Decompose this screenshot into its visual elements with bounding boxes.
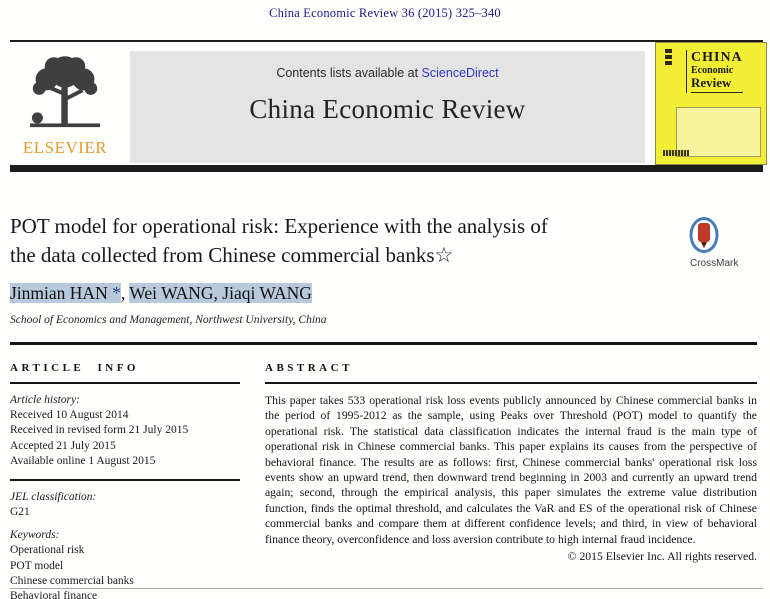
cover-vertical-glyphs — [665, 49, 672, 67]
article-title-line1: POT model for operational risk: Experience with the analysis of — [10, 214, 548, 238]
keyword-4: Behavioral finance — [10, 590, 98, 599]
page-bottom-rule — [10, 588, 763, 589]
contents-line — [130, 66, 645, 80]
cover-issn-mark — [663, 150, 689, 156]
cover-title-line1: CHINA — [691, 50, 743, 65]
author-first: Jinmian HAN — [10, 283, 113, 303]
article-info-heading-rule — [10, 382, 240, 384]
abstract-column — [265, 362, 757, 563]
article-info-heading: ARTICLE INFO — [10, 362, 139, 374]
cover-title-block — [686, 50, 743, 93]
abstract-heading: ABSTRACT — [265, 362, 353, 374]
affiliation: School of Economics and Management, Northwest University, China — [10, 314, 327, 326]
elsevier-tree-icon — [12, 48, 118, 140]
article-title — [10, 212, 700, 270]
elsevier-logo — [12, 48, 118, 164]
crossmark-badge[interactable] — [688, 216, 768, 269]
keyword-2: POT model — [10, 559, 64, 572]
author-line — [10, 283, 312, 304]
jel-value: G21 — [10, 506, 30, 519]
cover-title-line3: Review — [691, 76, 743, 93]
corresponding-author-asterisk[interactable]: * — [112, 283, 121, 303]
top-rule — [10, 40, 763, 42]
history-online: Available online 1 August 2015 — [10, 454, 156, 467]
keyword-1: Operational risk — [10, 544, 85, 557]
title-footnote-star[interactable]: ☆ — [434, 243, 454, 267]
keywords-label: Keywords: — [10, 529, 60, 542]
journal-cover-thumbnail — [655, 42, 767, 165]
crossmark-label: CrossMark — [690, 257, 739, 269]
sciencedirect-link[interactable]: ScienceDirect — [421, 66, 499, 80]
abstract-text: This paper takes 533 operational risk loss events publicly announced by Chinese commercial banks in the period of 1995-2012 as the sample, using Peaks over Threshold (POT) model to quantify the operational risk. The statistical data classification indicates the internal fraud is the main type of operational risk in Chinese commercial banks. This paper explains its causes from the perspective of behavioral finance. The results are as follows: first, Chinese commercial banks' operational risk loss events show an upward trend, then downward trend beginning in 2003 and currently an upward trend again; second, through the empirical analysis, this paper simulates the extreme value distribution function, finds the optimal threshold, and calculates the VaR and ES of the operational risk of Chinese commercial banks and compare them at different confidence levels; and third, in view of behavioral finance theory, overconfidence and loss aversion contribute to high internal fraud incidence. — [265, 394, 757, 546]
author-rest: Wei WANG, Jiaqi WANG — [129, 283, 312, 303]
jel-label: JEL classification: — [10, 491, 97, 504]
running-head-citation: China Economic Review 36 (2015) 325–340 — [269, 6, 501, 20]
article-info-column — [10, 362, 240, 599]
article-title-line2: the data collected from Chinese commercial banks — [10, 243, 435, 267]
title-section-rule — [10, 342, 757, 345]
journal-name: China Economic Review — [249, 94, 526, 124]
elsevier-wordmark: ELSEVIER — [22, 138, 108, 157]
cover-title-line2: Economic — [691, 65, 734, 76]
article-history-label: Article history: — [10, 394, 80, 406]
copyright-line: © 2015 Elsevier Inc. All rights reserved. — [567, 550, 757, 564]
history-accepted: Accepted 21 July 2015 — [10, 439, 116, 452]
history-revised: Received in revised form 21 July 2015 — [10, 424, 189, 437]
author-separator: , — [120, 283, 130, 303]
journal-banner — [130, 51, 645, 163]
abstract-heading-rule — [265, 382, 757, 384]
contents-prefix: Contents lists available at — [276, 66, 422, 80]
crossmark-icon — [688, 226, 720, 243]
keyword-3: Chinese commercial banks — [10, 575, 134, 588]
header-divider-bar — [10, 165, 763, 172]
article-info-separator — [10, 479, 240, 481]
history-received: Received 10 August 2014 — [10, 409, 129, 421]
